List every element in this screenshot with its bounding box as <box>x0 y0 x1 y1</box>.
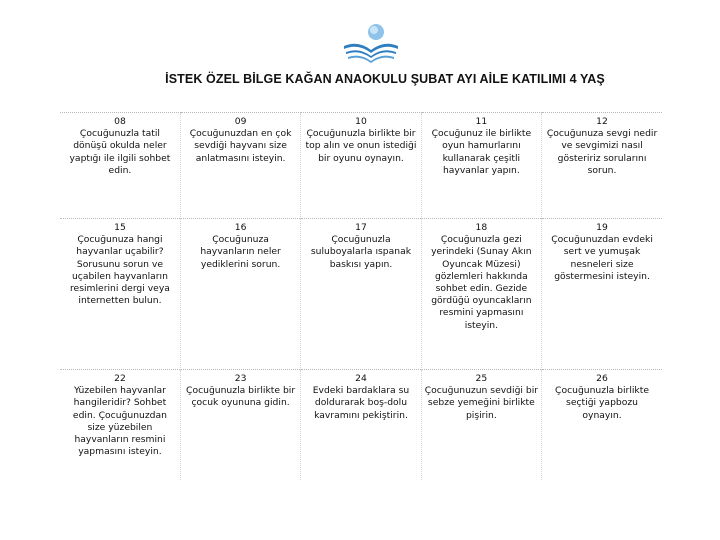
day-cell <box>180 113 300 219</box>
activity-text: Çocuğunuzla birlikte bir çocuk oyununa gidin. <box>186 385 296 409</box>
day-number: 23 <box>234 373 247 384</box>
day-number: 16 <box>234 222 247 233</box>
day-number: 10 <box>355 116 367 127</box>
day-number: 17 <box>355 222 367 233</box>
day-cell <box>301 370 421 481</box>
activity-text: Çocuğunuzla gezi yerindeki (Sunay Akın Oyuncak Müzesi) gözlemleri hakkında sohbet edin. Gezide gördüğü oyuncakların resmini yapmasını isteyin. <box>431 234 532 331</box>
week-row <box>60 219 662 370</box>
day-number: 15 <box>114 222 126 233</box>
activity-text: Çocuğunuza sevgi nedir ve sevgimizi nasıl gösteririz sorularını sorun. <box>546 128 658 176</box>
open-book-with-globe-icon <box>340 22 402 66</box>
week-row <box>60 370 662 481</box>
day-cell <box>60 219 180 370</box>
page-title: İSTEK ÖZEL BİLGE KAĞAN ANAOKULU ŞUBAT AYI AİLE KATILIMI 4 YAŞ <box>165 72 605 86</box>
day-cell <box>542 113 662 219</box>
activity-text: Çocuğunuzla suluboyalarla ıspanak baskısı yapın. <box>310 234 412 270</box>
day-cell <box>180 370 300 481</box>
week-row <box>60 113 662 219</box>
day-cell <box>542 219 662 370</box>
activity-text: Çocuğunuza hayvanların neler yediklerini sorun. <box>200 234 281 270</box>
day-number: 19 <box>596 222 608 233</box>
day-number: 18 <box>475 222 488 233</box>
day-number: 24 <box>355 373 367 384</box>
day-number: 11 <box>475 116 488 127</box>
day-cell <box>180 219 300 370</box>
activity-text: Çocuğunuzla tatil dönüşü okulda neler yaptığı ile ilgili sohbet edin. <box>69 128 171 176</box>
activity-text: Çocuğunuzun sevdiği bir sebze yemeğini birlikte pişirin. <box>424 385 539 421</box>
activity-text: Yüzebilen hayvanlar hangileridir? Sohbet edin. Çocuğunuzdan size yüzebilen hayvanların resmini yapmasını isteyin. <box>72 385 167 458</box>
activity-text: Evdeki bardaklara su doldurarak boş-dolu kavramını pekiştirin. <box>312 385 410 421</box>
activity-text: Çocuğunuz ile birlikte oyun hamurlarını kullanarak çeşitli hayvanlar yapın. <box>431 128 532 176</box>
day-number: 09 <box>234 116 247 127</box>
activity-text: Çocuğunuzla birlikte seçtiği yapbozu oynayın. <box>555 385 650 421</box>
day-cell <box>421 219 541 370</box>
activity-text: Çocuğunuzdan evdeki sert ve yumuşak nesneleri size göstermesini isteyin. <box>551 234 653 282</box>
day-number: 26 <box>596 373 608 384</box>
day-cell <box>301 113 421 219</box>
day-number: 08 <box>114 116 126 127</box>
day-number: 12 <box>596 116 608 127</box>
day-number: 22 <box>114 373 126 384</box>
activity-text: Çocuğunuza hangi hayvanlar uçabilir? Sorusunu sorun ve uçabilen hayvanların resimlerini dergi veya internetten bulun. <box>69 234 170 307</box>
day-cell <box>60 370 180 481</box>
day-cell <box>60 113 180 219</box>
activity-text: Çocuğunuzdan en çok sevdiği hayvanı size anlatmasını isteyin. <box>189 128 292 164</box>
day-cell <box>421 113 541 219</box>
day-cell <box>301 219 421 370</box>
day-number: 25 <box>475 373 488 384</box>
activity-text: Çocuğunuzla birlikte bir top alın ve onun istediği bir oyunu oynayın. <box>305 128 417 164</box>
day-cell <box>542 370 662 481</box>
activity-calendar <box>60 112 662 480</box>
day-cell <box>421 370 541 481</box>
